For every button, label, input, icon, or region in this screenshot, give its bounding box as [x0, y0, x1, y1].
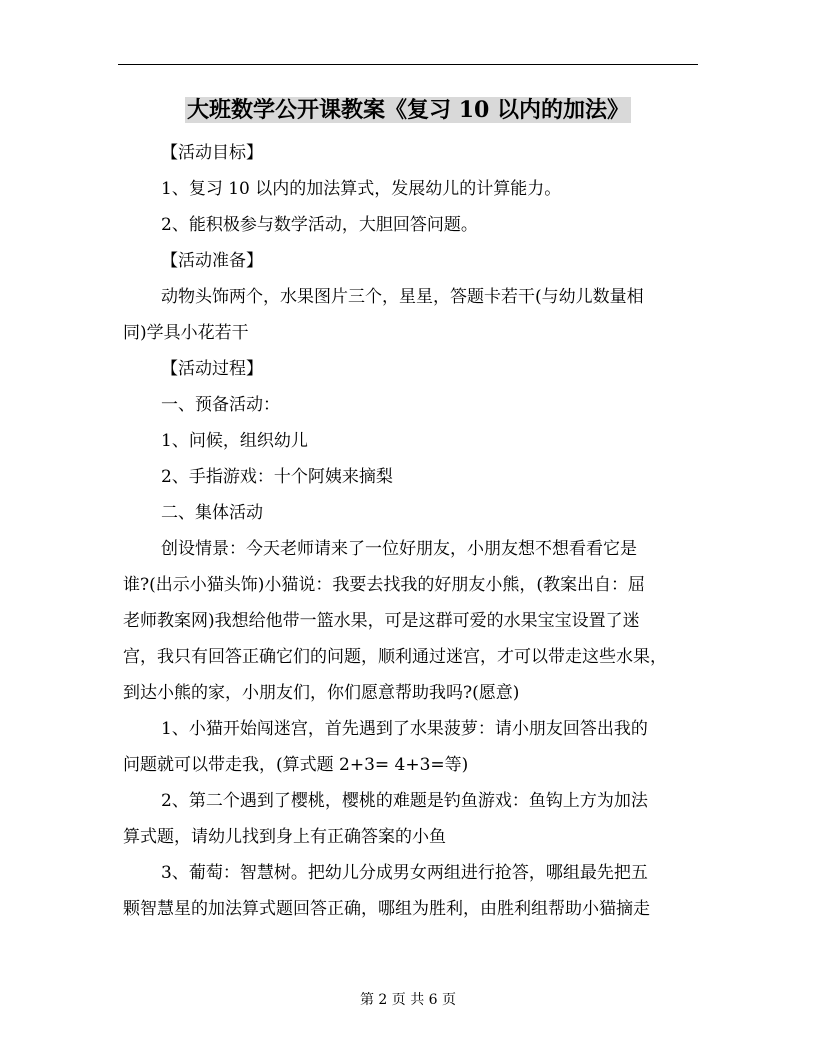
paragraph-line: 宫，我只有回答正确它们的问题，顺利通过迷宫，才可以带走这些水果，	[123, 647, 667, 667]
paragraph-line: 老师教案网)我想给他带一篮水果，可是这群可爱的水果宝宝设置了迷	[123, 611, 640, 631]
paragraph-line: 谁?(出示小猫头饰)小猫说：我要去找我的好朋友小熊，(教案出自：屈	[123, 575, 646, 595]
paragraph-line: 2、手指游戏：十个阿姨来摘梨	[161, 467, 393, 487]
paragraph-line: 动物头饰两个，水果图片三个，星星，答题卡若干(与幼儿数量相	[161, 287, 644, 307]
paragraph-line: 创设情景：今天老师请来了一位好朋友，小朋友想不想看看它是	[161, 539, 637, 559]
section-heading: 【活动目标】	[161, 143, 263, 163]
paragraph-line: 二、集体活动	[161, 503, 263, 523]
paragraph-line: 一、预备活动：	[161, 395, 280, 415]
paragraph-line: 问题就可以带走我，(算式题 2+3= 4+3=等)	[123, 755, 469, 775]
paragraph-line: 到达小熊的家，小朋友们，你们愿意帮助我吗?(愿意)	[123, 683, 520, 703]
paragraph-line: 1、复习 10 以内的加法算式，发展幼儿的计算能力。	[161, 179, 562, 199]
section-heading: 【活动过程】	[161, 359, 263, 379]
title-text: 大班数学公开课教案《复习 10 以内的加法》	[187, 97, 629, 123]
paragraph-line: 2、能积极参与数学活动，大胆回答问题。	[161, 215, 478, 235]
paragraph-line: 颗智慧星的加法算式题回答正确，哪组为胜利，由胜利组帮助小猫摘走	[123, 899, 650, 919]
paragraph-line: 3、葡萄：智慧树。把幼儿分成男女两组进行抢答，哪组最先把五	[161, 863, 648, 883]
paragraph-line: 算式题，请幼儿找到身上有正确答案的小鱼	[123, 827, 446, 847]
paragraph-line: 2、第二个遇到了樱桃，樱桃的难题是钓鱼游戏：鱼钩上方为加法	[161, 791, 648, 811]
paragraph-line: 1、问候，组织幼儿	[161, 431, 308, 451]
section-heading: 【活动准备】	[161, 251, 263, 271]
page-footer: 第 2 页 共 6 页	[359, 992, 457, 1008]
header-rule	[118, 64, 698, 65]
paragraph-line: 同)学具小花若干	[123, 323, 249, 343]
page-title	[0, 95, 816, 125]
paragraph-line: 1、小猫开始闯迷宫，首先遇到了水果菠萝：请小朋友回答出我的	[161, 719, 648, 739]
